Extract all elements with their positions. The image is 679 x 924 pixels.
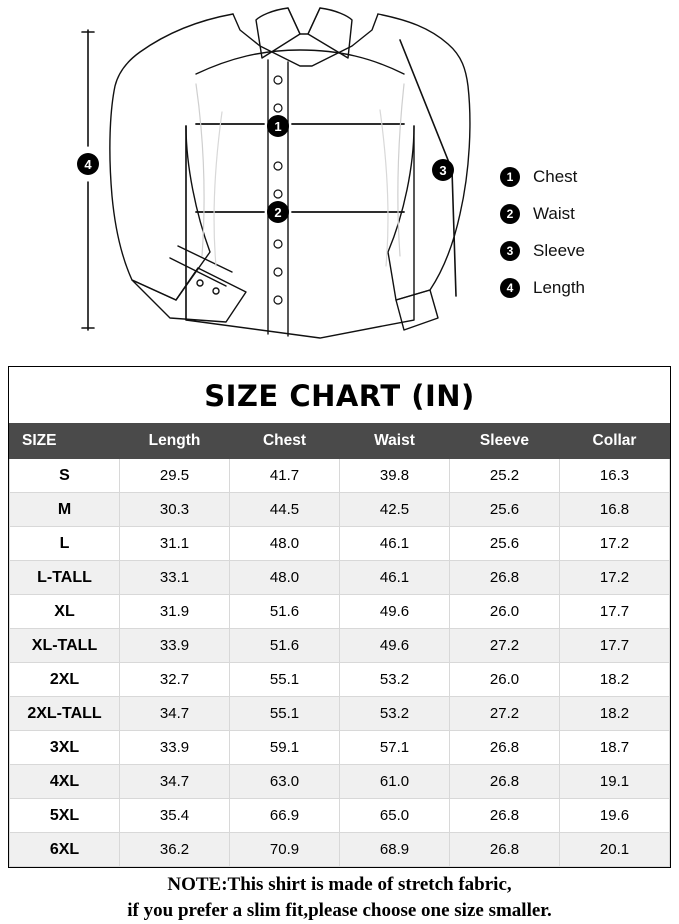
table-row (10, 765, 670, 799)
cell-chest: 48.0 (230, 527, 340, 561)
cell-waist: 68.9 (340, 833, 450, 867)
cell-collar: 17.7 (560, 629, 670, 663)
cell-sleeve: 26.8 (450, 765, 560, 799)
diagram-marker-chest-label: 1 (274, 119, 282, 134)
diagram-marker-sleeve (432, 159, 454, 181)
cell-size: XL-TALL (10, 629, 120, 663)
cell-length: 33.9 (120, 731, 230, 765)
legend-label-chest: Chest (533, 166, 578, 186)
cell-waist: 49.6 (340, 595, 450, 629)
table-row (10, 629, 670, 663)
cell-collar: 18.2 (560, 663, 670, 697)
cell-waist: 53.2 (340, 663, 450, 697)
note-line-1: NOTE:This shirt is made of stretch fabric, (167, 874, 512, 895)
col-size: SIZE (10, 424, 120, 459)
cell-chest: 51.6 (230, 629, 340, 663)
cell-waist: 46.1 (340, 561, 450, 595)
cell-sleeve: 26.8 (450, 799, 560, 833)
cell-collar: 17.2 (560, 527, 670, 561)
cell-size: M (10, 493, 120, 527)
table-row (10, 731, 670, 765)
col-chest: Chest (230, 424, 340, 459)
table-row (10, 697, 670, 731)
table-header-row (10, 424, 670, 459)
cell-chest: 55.1 (230, 663, 340, 697)
cell-length: 33.1 (120, 561, 230, 595)
diagram-marker-length (77, 153, 99, 175)
diagram-marker-waist (267, 201, 289, 223)
cell-chest: 55.1 (230, 697, 340, 731)
cell-collar: 17.7 (560, 595, 670, 629)
cell-chest: 48.0 (230, 561, 340, 595)
cell-chest: 44.5 (230, 493, 340, 527)
cell-collar: 16.8 (560, 493, 670, 527)
cell-length: 34.7 (120, 765, 230, 799)
table-row (10, 527, 670, 561)
cell-length: 31.1 (120, 527, 230, 561)
table-row (10, 833, 670, 867)
cell-length: 29.5 (120, 459, 230, 493)
cell-size: XL (10, 595, 120, 629)
size-chart-panel (8, 366, 671, 868)
cell-chest: 63.0 (230, 765, 340, 799)
cell-length: 34.7 (120, 697, 230, 731)
cell-size: 2XL (10, 663, 120, 697)
table-row (10, 595, 670, 629)
size-chart-title: SIZE CHART (IN) (204, 379, 475, 413)
cell-collar: 19.1 (560, 765, 670, 799)
table-row (10, 493, 670, 527)
table-row (10, 799, 670, 833)
cell-collar: 20.1 (560, 833, 670, 867)
table-row (10, 663, 670, 697)
cell-size: 6XL (10, 833, 120, 867)
legend-label-waist: Waist (533, 203, 575, 223)
legend-badge-4: 4 (500, 278, 520, 298)
cell-collar: 18.7 (560, 731, 670, 765)
cell-waist: 42.5 (340, 493, 450, 527)
cell-sleeve: 27.2 (450, 629, 560, 663)
table-row (10, 561, 670, 595)
cell-sleeve: 26.8 (450, 731, 560, 765)
cell-size: 3XL (10, 731, 120, 765)
shirt-measurement-illustration (0, 0, 679, 355)
cell-sleeve: 26.0 (450, 663, 560, 697)
cell-size: L (10, 527, 120, 561)
cell-length: 33.9 (120, 629, 230, 663)
cell-sleeve: 25.6 (450, 527, 560, 561)
cell-sleeve: 26.8 (450, 833, 560, 867)
cell-chest: 51.6 (230, 595, 340, 629)
cell-size: 5XL (10, 799, 120, 833)
cell-length: 30.3 (120, 493, 230, 527)
cell-waist: 65.0 (340, 799, 450, 833)
cell-waist: 49.6 (340, 629, 450, 663)
cell-chest: 59.1 (230, 731, 340, 765)
cell-size: L-TALL (10, 561, 120, 595)
cell-sleeve: 25.2 (450, 459, 560, 493)
legend-badge-3: 3 (500, 241, 520, 261)
table-row (10, 459, 670, 493)
cell-length: 35.4 (120, 799, 230, 833)
legend (500, 158, 675, 306)
cell-size: 2XL-TALL (10, 697, 120, 731)
cell-collar: 19.6 (560, 799, 670, 833)
table-body (10, 459, 670, 867)
diagram-marker-waist-label: 2 (274, 205, 282, 220)
cell-waist: 57.1 (340, 731, 450, 765)
diagram-marker-chest (267, 115, 289, 137)
diagram-marker-sleeve-label: 3 (439, 163, 447, 178)
legend-label-length: Length (533, 277, 585, 297)
cell-collar: 16.3 (560, 459, 670, 493)
cell-chest: 66.9 (230, 799, 340, 833)
cell-sleeve: 27.2 (450, 697, 560, 731)
col-length: Length (120, 424, 230, 459)
cell-sleeve: 26.0 (450, 595, 560, 629)
cell-collar: 17.2 (560, 561, 670, 595)
cell-length: 32.7 (120, 663, 230, 697)
cell-sleeve: 26.8 (450, 561, 560, 595)
legend-item-chest (500, 158, 675, 195)
legend-item-sleeve (500, 232, 675, 269)
note (8, 872, 671, 924)
col-sleeve: Sleeve (450, 424, 560, 459)
col-waist: Waist (340, 424, 450, 459)
size-chart-table (9, 423, 670, 867)
cell-waist: 39.8 (340, 459, 450, 493)
diagram-marker-length-label: 4 (84, 157, 92, 172)
col-collar: Collar (560, 424, 670, 459)
legend-item-waist (500, 195, 675, 232)
cell-waist: 61.0 (340, 765, 450, 799)
legend-item-length (500, 269, 675, 306)
cell-length: 31.9 (120, 595, 230, 629)
cell-length: 36.2 (120, 833, 230, 867)
cell-chest: 41.7 (230, 459, 340, 493)
cell-sleeve: 25.6 (450, 493, 560, 527)
cell-size: S (10, 459, 120, 493)
legend-label-sleeve: Sleeve (533, 240, 585, 260)
legend-badge-1: 1 (500, 167, 520, 187)
cell-waist: 53.2 (340, 697, 450, 731)
cell-chest: 70.9 (230, 833, 340, 867)
cell-waist: 46.1 (340, 527, 450, 561)
cell-size: 4XL (10, 765, 120, 799)
legend-badge-2: 2 (500, 204, 520, 224)
cell-collar: 18.2 (560, 697, 670, 731)
note-line-2: if you prefer a slim fit,please choose one size smaller. (127, 900, 552, 921)
